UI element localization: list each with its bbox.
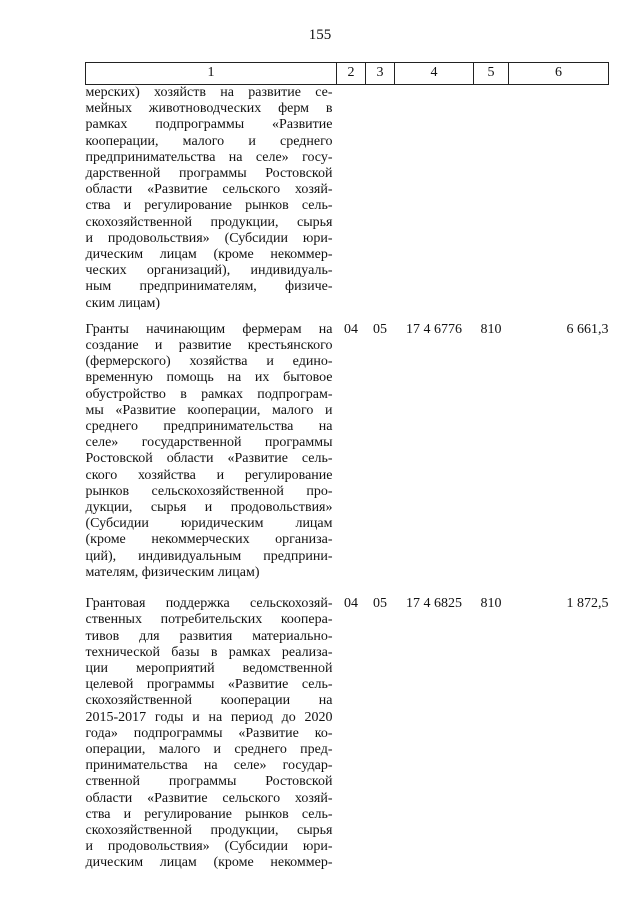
description-line: селе» государственной программы — [85, 435, 333, 451]
description-line: обустройство в рамках подпрограм- — [85, 386, 333, 402]
description-line: и продовольствия» (Субсидии юри- — [85, 839, 333, 855]
row-amount: 1 872,5 — [566, 596, 609, 612]
description-line: года» подпрограммы «Развитие ко- — [85, 725, 333, 741]
page-number: 155 — [308, 27, 332, 43]
description-line: рамках подпрограммы «Развитие — [85, 117, 333, 133]
description-line: ским лицам) — [85, 295, 161, 311]
description-line: принимательства на селе» государ- — [85, 758, 333, 774]
description-line: Гранты начинающим фермерам на — [85, 321, 333, 337]
description-line: мателям, физическим лицам) — [85, 564, 260, 580]
row-expense-type — [474, 85, 509, 312]
row-target-article: 17 4 6776 — [406, 321, 462, 337]
row-section-code: 04 — [344, 596, 358, 612]
description-line: мы «Развитие кооперации, малого и — [85, 402, 333, 418]
description-line: Грантовая поддержка сельскохозяй- — [85, 596, 333, 612]
description-line: Ростовской области «Развитие сель- — [85, 451, 333, 467]
description-line: кооперации, малого и среднего — [85, 133, 333, 149]
description-line: и продовольствия» (Субсидии юри- — [85, 230, 333, 246]
description-line: скохозяйственной кооперации на — [85, 693, 333, 709]
column-header: 4 — [395, 63, 474, 85]
description-line: временную помощь на их бытовое — [85, 370, 333, 386]
description-line: ций), индивидуальным предприни- — [85, 548, 333, 564]
description-line: дарственной программы Ростовской — [85, 166, 333, 182]
table-body — [86, 85, 609, 872]
description-line: дическим лицам (кроме некоммер- — [85, 247, 333, 263]
table-header-row — [86, 63, 609, 85]
column-header: 3 — [366, 63, 395, 85]
description-line: ным предпринимателям, физиче- — [85, 279, 333, 295]
description-line: (Субсидии юридическим лицам — [85, 516, 333, 532]
description-line: области «Развитие сельского хозяй- — [85, 182, 333, 198]
row-subsection-code — [366, 85, 395, 312]
description-line: рынков сельскохозяйственной про- — [85, 483, 333, 499]
table-row — [86, 85, 609, 312]
table-row — [86, 581, 609, 871]
description-line: мейных животноводческих ферм в — [85, 101, 333, 117]
row-description — [86, 85, 337, 312]
row-target-article: 17 4 6825 — [406, 596, 462, 612]
column-header: 1 — [86, 63, 337, 85]
description-line: дическим лицам (кроме некоммер- — [85, 855, 333, 871]
description-line: дукции, сырья и продовольствия» — [85, 500, 333, 516]
description-line: целевой программы «Развитие сель- — [85, 677, 333, 693]
description-line: ства и регулирование рынков сель- — [85, 198, 333, 214]
description-line: ственных потребительских коопера- — [85, 612, 333, 628]
description-line: создание и развитие крестьянского — [85, 338, 333, 354]
description-line: области «Развитие сельского хозяй- — [85, 790, 333, 806]
column-header: 5 — [474, 63, 509, 85]
description-line: ского хозяйства и регулирование — [85, 467, 333, 483]
description-line: тивов для развития материально- — [85, 628, 333, 644]
description-line: мерских) хозяйств на развитие се- — [85, 85, 333, 100]
row-amount: 6 661,3 — [566, 321, 609, 337]
description-line: 2015-2017 годы и на период до 2020 — [85, 709, 333, 725]
description-line: ства и регулирование рынков сель- — [85, 806, 333, 822]
description-line: ции мероприятий ведомственной — [85, 660, 333, 676]
row-amount — [509, 85, 609, 312]
description-line: скохозяйственной продукции, сырья — [85, 214, 333, 230]
row-expense-type: 810 — [480, 596, 502, 612]
row-expense-type: 810 — [480, 321, 502, 337]
row-subsection-code: 05 — [373, 596, 387, 612]
budget-table — [85, 62, 609, 872]
description-line: ственной программы Ростовской — [85, 774, 333, 790]
description-line: среднего предпринимательства на — [85, 419, 333, 435]
description-line: операции, малого и среднего пред- — [85, 741, 333, 757]
row-description — [86, 312, 337, 581]
row-target-article — [395, 85, 474, 312]
description-line: предпринимательства на селе» госу- — [85, 149, 333, 165]
column-header: 6 — [509, 63, 609, 85]
description-line: ческих организаций), индивидуаль- — [85, 263, 333, 279]
description-line: (кроме некоммерческих организа- — [85, 532, 333, 548]
column-header: 2 — [337, 63, 366, 85]
description-line: технической базы в рамках реализа- — [85, 644, 333, 660]
description-line: (фермерского) хозяйства и едино- — [85, 354, 333, 370]
row-section-code — [337, 85, 366, 312]
row-subsection-code: 05 — [373, 321, 387, 337]
row-section-code: 04 — [344, 321, 358, 337]
table-row — [86, 312, 609, 581]
row-description — [86, 581, 337, 871]
description-line: скохозяйственной продукции, сырья — [85, 822, 333, 838]
